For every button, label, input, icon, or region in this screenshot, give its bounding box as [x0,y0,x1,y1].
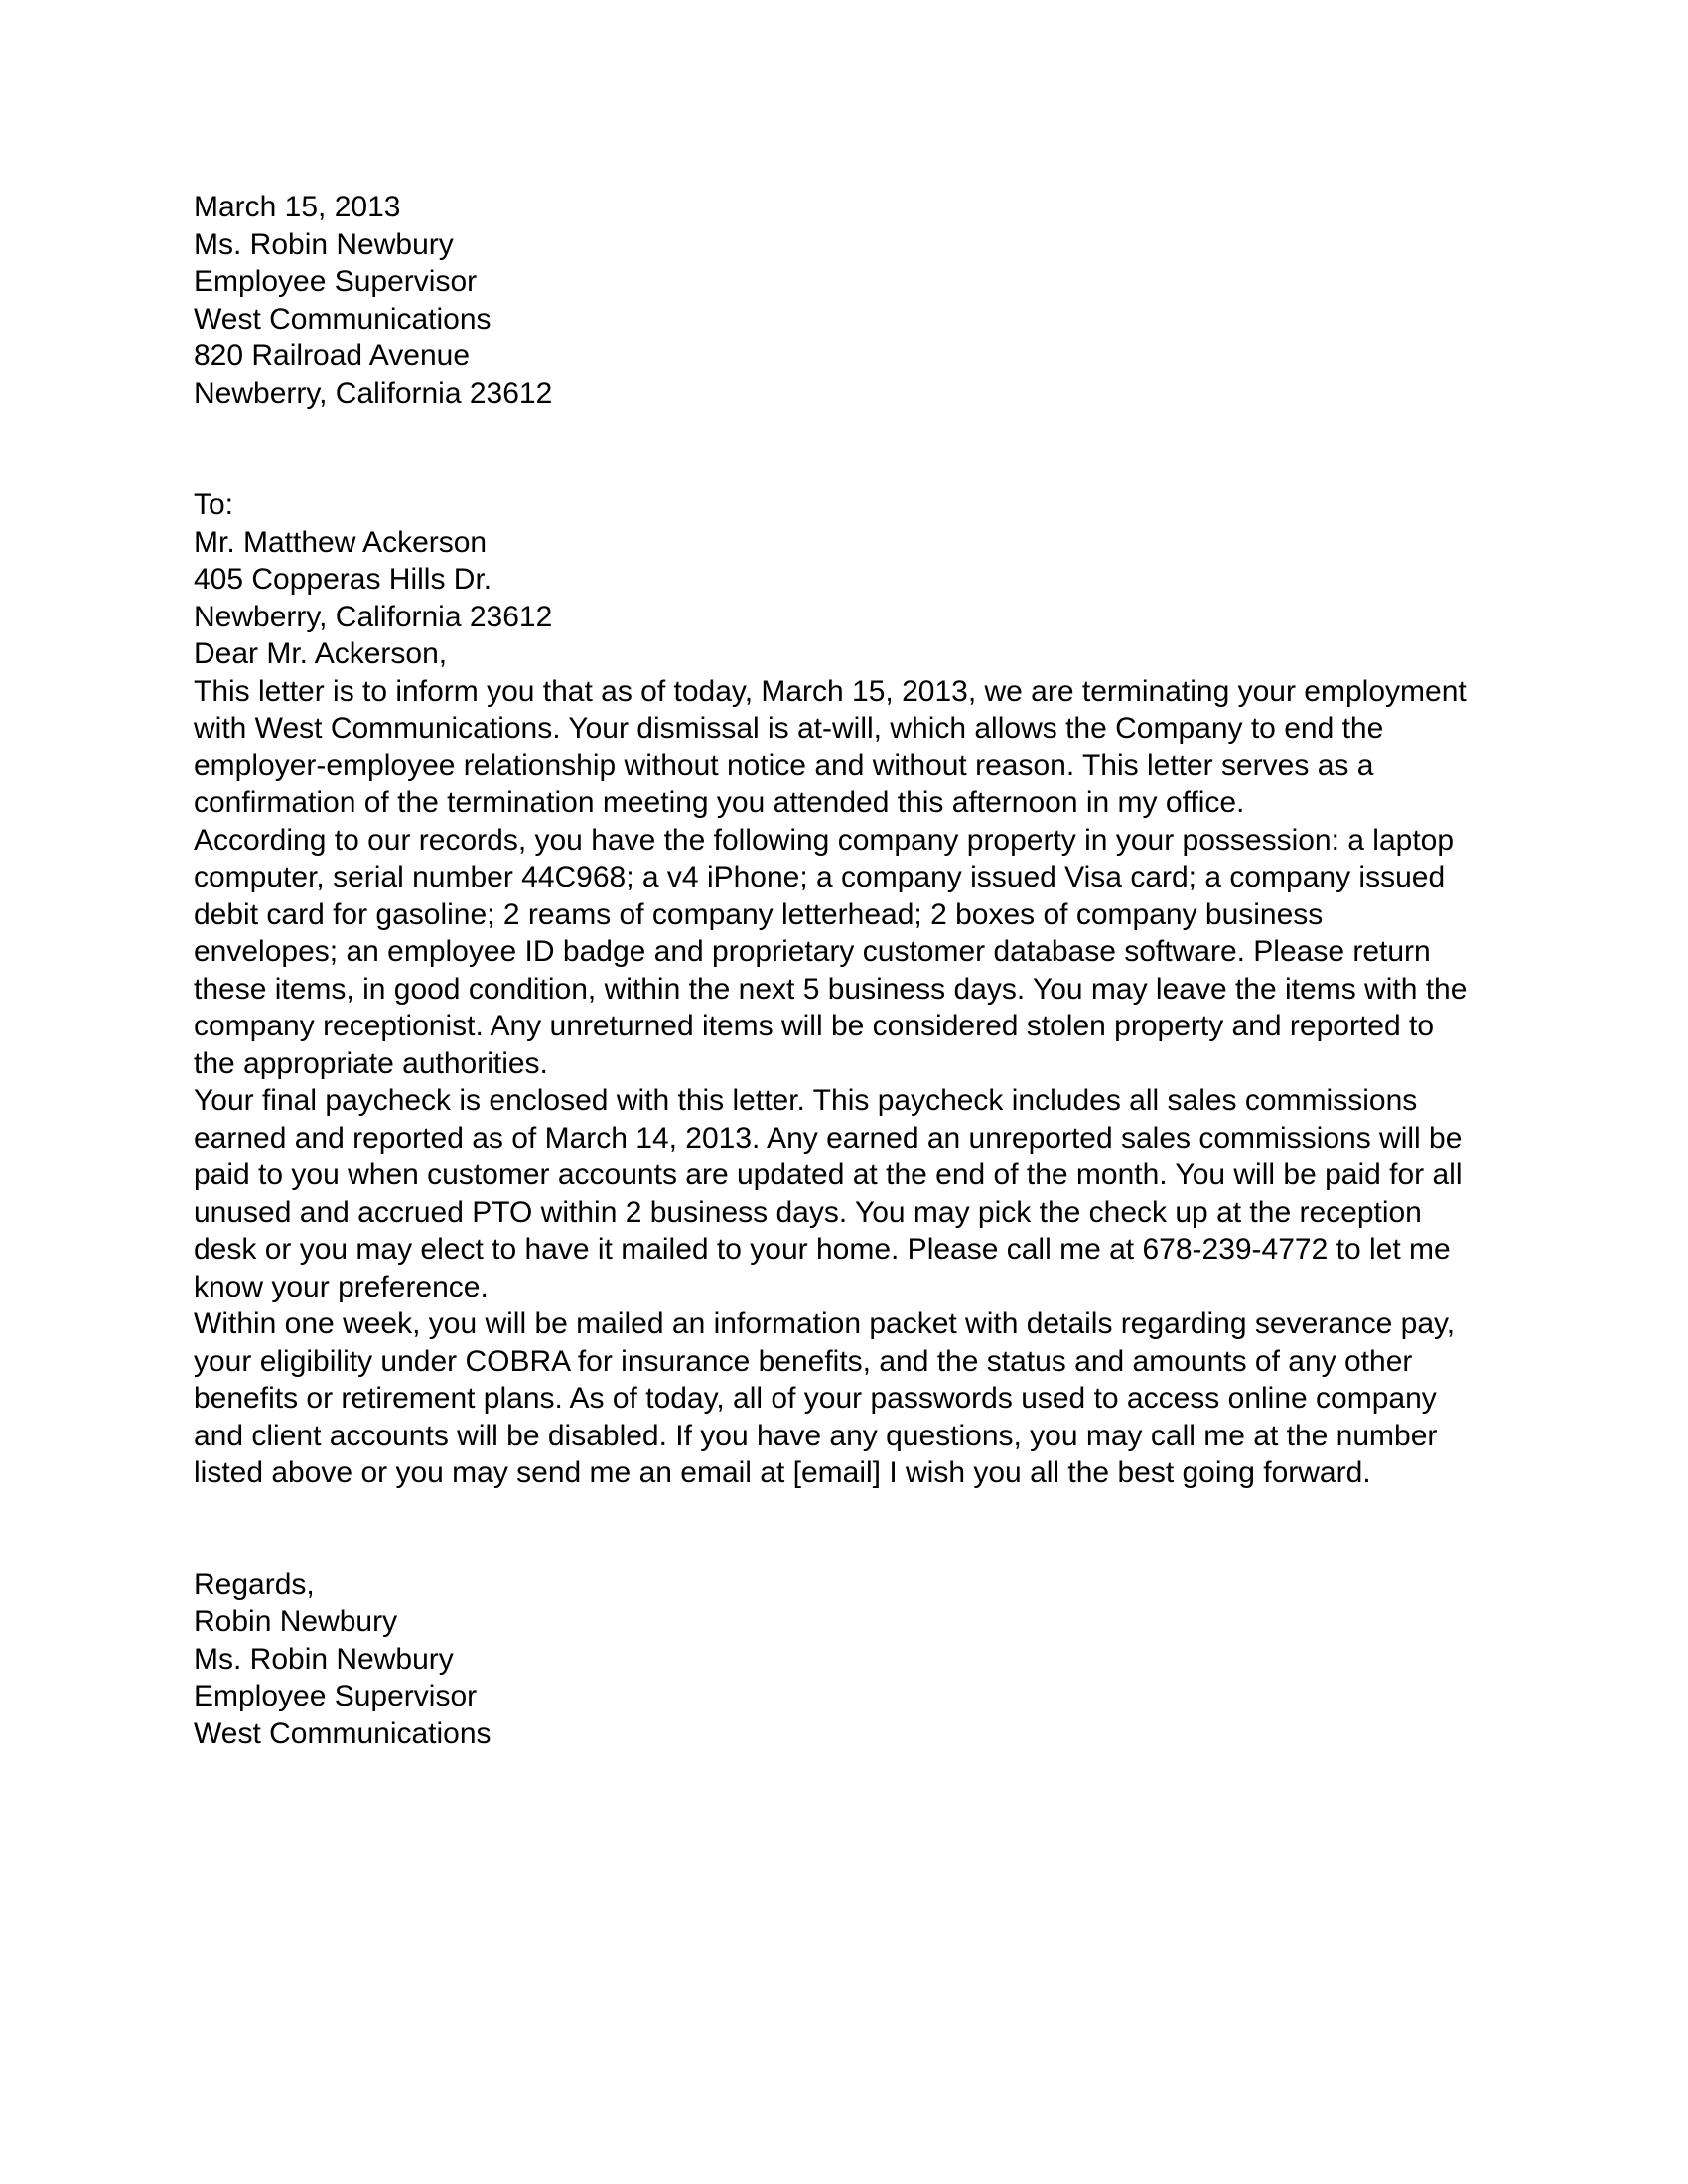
sender-street: 820 Railroad Avenue [194,340,470,372]
recipient-name: Mr. Matthew Ackerson [194,525,488,559]
recipient-to-label: To: [194,488,234,521]
block-spacer [194,412,1475,450]
signer-title: Employee Supervisor [194,1680,478,1712]
closing-signature-block [194,1567,1475,1753]
sender-company: West Communications [194,302,492,336]
signer-company: West Communications [194,1716,492,1750]
body-paragraph-company-property: According to our records, you have the following company property in your possession: a laptop computer, serial number 44C968; a v4 iPhone; a company issued Visa card; a company issued debit card for gasoline; 2 reams of company letterhead; 2 boxes of company business envelopes; an employee ID badge and proprietary customer database software. Please return these items, in good condition, within the next 5 business days. You may leave the items with the company receptionist. Any unreturned items will be considered stolen property and reported to the appropriate authorities. [194,823,1468,1080]
sender-city-state-zip: Newberry, California 23612 [194,376,553,410]
recipient-city-state-zip: Newberry, California 23612 [194,600,553,633]
recipient-street: 405 Copperas Hills Dr. [194,563,492,596]
signer-full-name: Ms. Robin Newbury [194,1642,454,1676]
sender-name: Ms. Robin Newbury [194,227,454,261]
body-paragraph-termination: This letter is to inform you that as of today, March 15, 2013, we are terminating your employment with West Communications. Your dismissal is at-will, which allows the Company to end the employer-employee relationship without notice and without reason. This letter serves as a confirmation of the termination meeting you attended this afternoon in my office. [194,674,1467,819]
block-spacer [194,1529,1475,1567]
letter-date: March 15, 2013 [194,191,401,223]
body-paragraph-benefits-packet: Within one week, you will be mailed an information packet with details regarding severance pay, your eligibility under COBRA for insurance benefits, and the status and amounts of any other benefits or retirement plans. As of today, all of your passwords used to access online company and client accounts will be disabled. If you have any questions, you may call me at the number listed above or you may send me an email at [email] I wish you all the best going forward. [194,1307,1456,1489]
letter-body [194,189,1475,1752]
sender-address-block [194,189,1475,412]
sender-title: Employee Supervisor [194,265,478,298]
body-paragraph-final-paycheck: Your final paycheck is enclosed with this letter. This paycheck includes all sales commissions earned and reported as of March 14, 2013. Any earned an unreported sales commissions will be paid to you when customer accounts are updated at the end of the month. You will be paid for all unused and accrued PTO within 2 business days. You may pick the check up at the reception desk or you may elect to have it mailed to your home. Please call me at 678-239-4772 to let me know your preference. [194,1084,1463,1303]
block-spacer [194,1492,1475,1530]
salutation: Dear Mr. Ackerson, [194,637,448,670]
closing-salutation: Regards, [194,1568,315,1601]
block-spacer [194,450,1475,487]
recipient-address-block [194,486,1475,635]
signature-name: Robin Newbury [194,1605,398,1638]
